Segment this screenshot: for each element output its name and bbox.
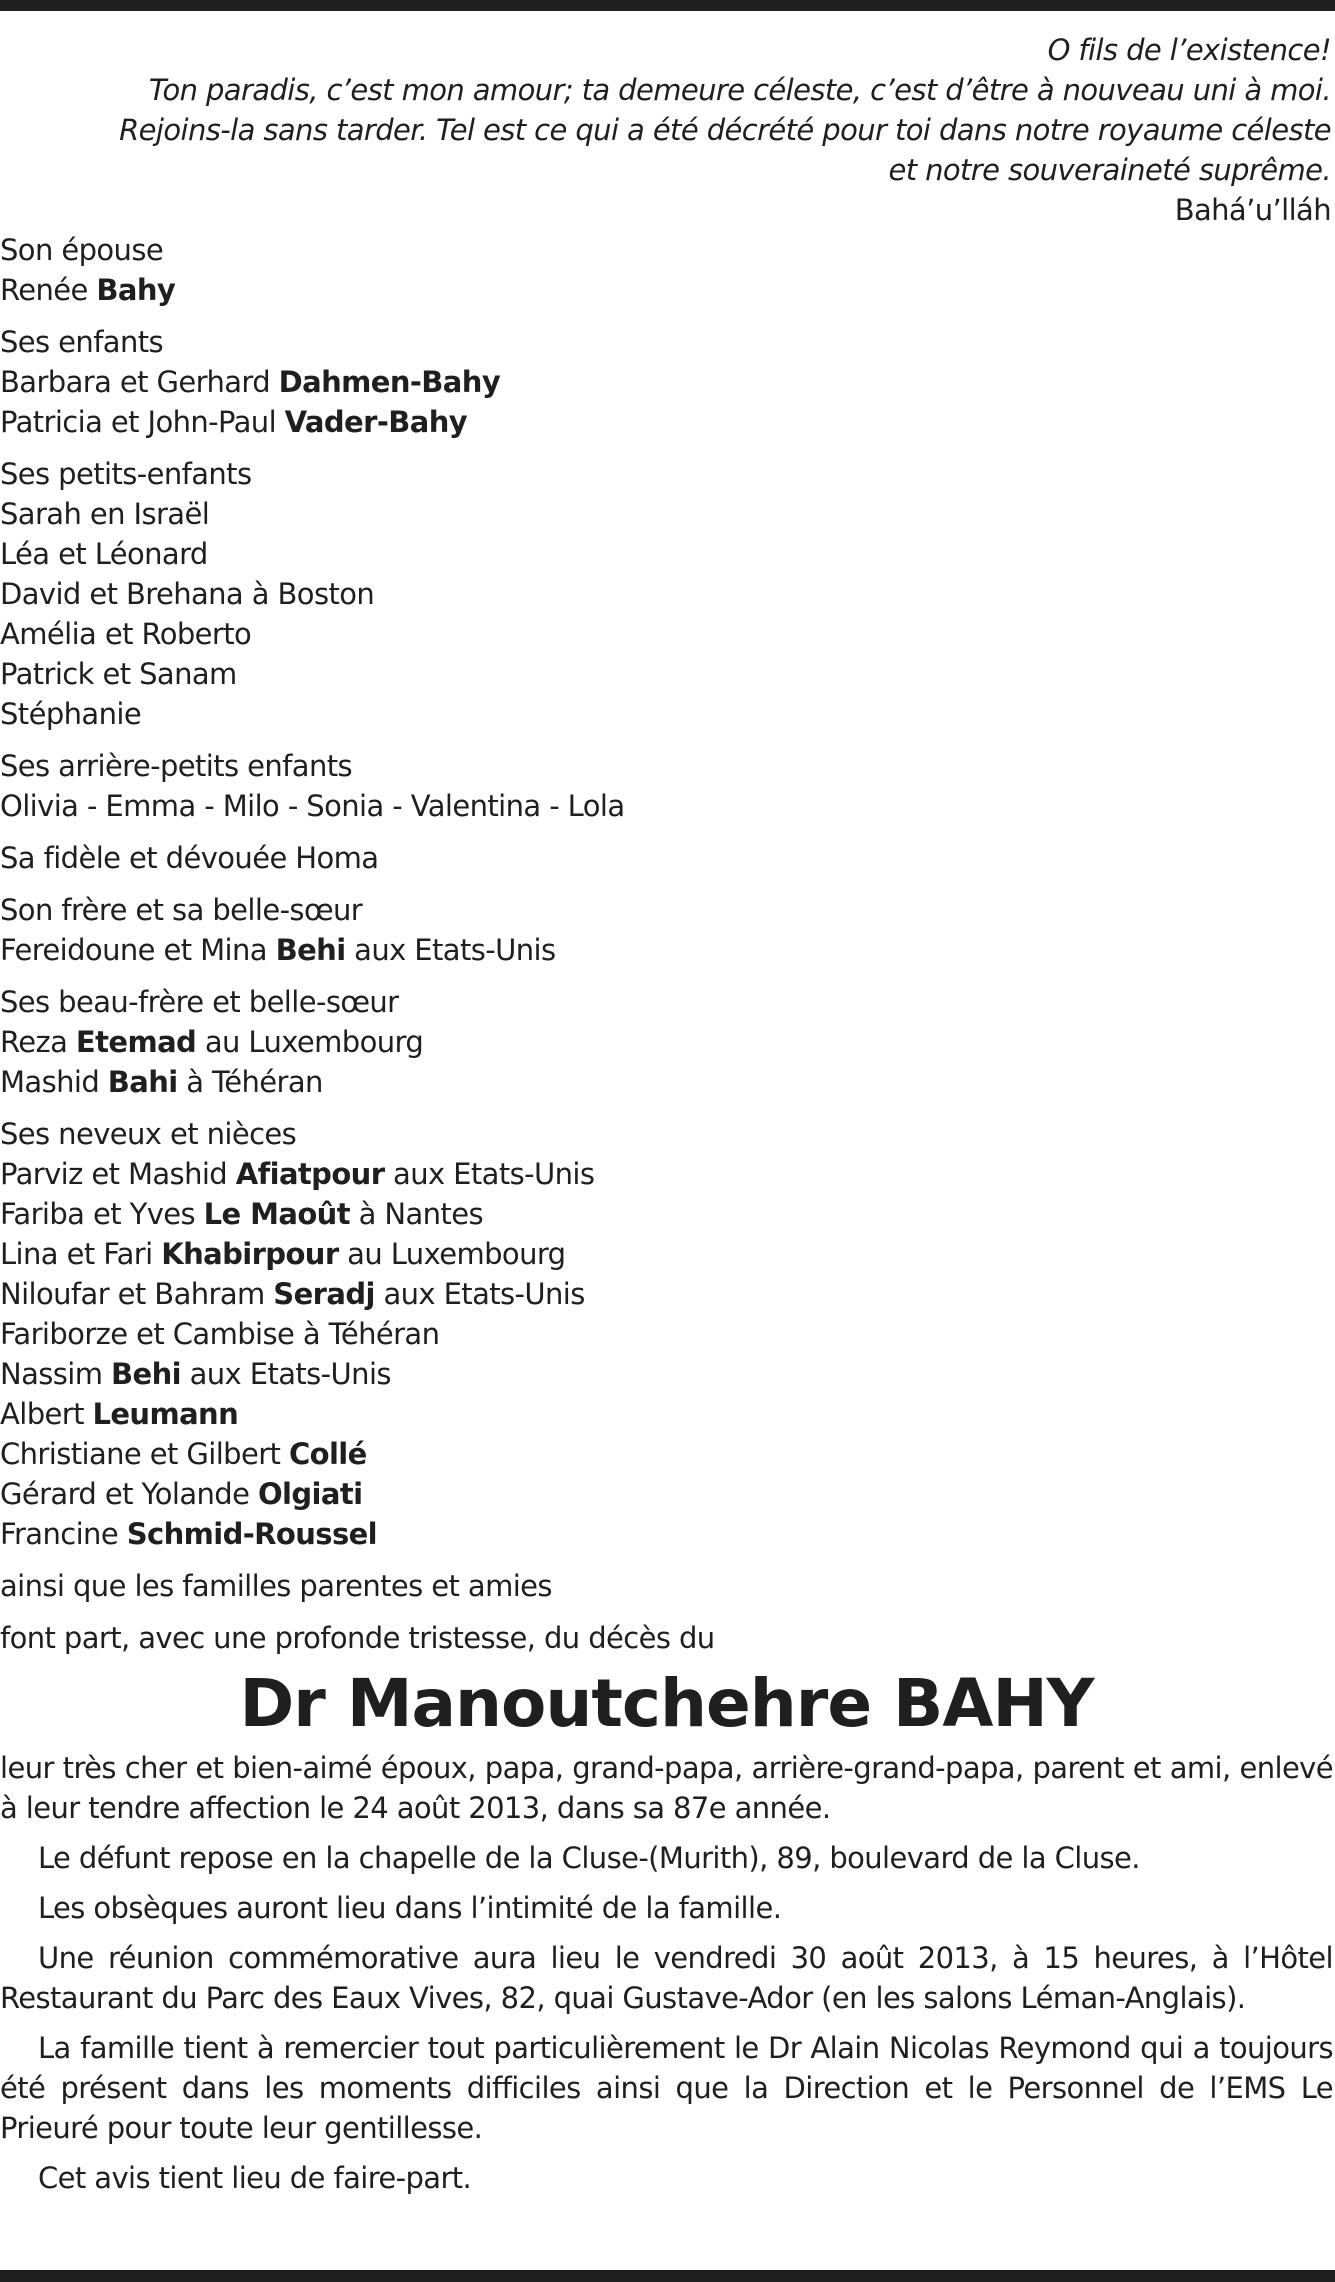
surname: Bahy — [96, 273, 176, 307]
surname: Schmid-Roussel — [126, 1517, 378, 1551]
homa-group — [0, 838, 1333, 878]
grandchildren-group — [0, 454, 1333, 734]
group-heading: Son épouse — [0, 233, 164, 267]
brother-group — [0, 890, 1333, 970]
surname: Afiatpour — [235, 1157, 385, 1191]
announcement-paragraph: Les obsèques auront lieu dans l’intimité de la famille. — [38, 1891, 782, 1925]
family-member: Patrick et Sanam — [0, 657, 237, 691]
announcement-paragraph: La famille tient à remercier tout particulièrement le Dr Alain Nicolas Reymond qui a toujours été présent dans les moments difficiles ainsi que la Direction et le Personnel de l’EMS Le Prieuré pour toute leur gentillesse. — [0, 2031, 1333, 2145]
family-member: Francine Schmid-Roussel — [0, 1517, 378, 1551]
family-member: Fereidoune et Mina Behi aux Etats-Unis — [0, 933, 556, 967]
family-member: Fariba et Yves Le Maoût à Nantes — [0, 1197, 483, 1231]
surname: Le Maoût — [203, 1197, 350, 1231]
surname: Bahi — [107, 1065, 178, 1099]
family-member: Léa et Léonard — [0, 537, 208, 571]
family-member: Sa fidèle et dévouée Homa — [0, 841, 379, 875]
surname: Seradj — [273, 1277, 375, 1311]
family-member: Patricia et John-Paul Vader-Bahy — [0, 405, 468, 439]
family-member: Parviz et Mashid Afiatpour aux Etats-Unis — [0, 1157, 595, 1191]
quote-author: Bahá’u’lláh — [1174, 193, 1331, 227]
family-member: Barbara et Gerhard Dahmen-Bahy — [0, 365, 501, 399]
family-member: Gérard et Yolande Olgiati — [0, 1477, 363, 1511]
top-rule — [0, 0, 1335, 11]
family-member: Reza Etemad au Luxembourg — [0, 1025, 424, 1059]
family-member: Olivia - Emma - Milo - Sonia - Valentina - Lola — [0, 789, 625, 823]
relatives-group — [0, 1566, 1333, 1606]
surname: Etemad — [75, 1025, 197, 1059]
family-member: Lina et Fari Khabirpour au Luxembourg — [0, 1237, 566, 1271]
group-heading: Ses beau-frère et belle-sœur — [0, 985, 399, 1019]
surname: Dahmen-Bahy — [278, 365, 501, 399]
family-member: Stéphanie — [0, 697, 142, 731]
spouse-group — [0, 230, 1333, 310]
family-member: Sarah en Israël — [0, 497, 210, 531]
group-heading: Ses enfants — [0, 325, 164, 359]
surname: Vader-Bahy — [284, 405, 468, 439]
surname: Behi — [275, 933, 346, 967]
announcement-intro: font part, avec une profonde tristesse, du décès du — [0, 1621, 715, 1655]
family-member: David et Brehana à Boston — [0, 577, 375, 611]
quote-line: O fils de l’existence! — [1047, 33, 1331, 67]
great-grandchildren-group — [0, 746, 1333, 826]
announcement-paragraph: leur très cher et bien-aimé époux, papa, grand-papa, arrière-grand-papa, parent et ami, enlevé à leur tendre affection le 24 août 2013, dans sa 87e année. — [0, 1751, 1333, 1825]
epigraph-quote — [0, 30, 1333, 230]
family-member: Christiane et Gilbert Collé — [0, 1437, 367, 1471]
surname: Khabirpour — [161, 1237, 339, 1271]
family-member: Nassim Behi aux Etats-Unis — [0, 1357, 391, 1391]
family-member: Mashid Bahi à Téhéran — [0, 1065, 323, 1099]
surname: Behi — [111, 1357, 181, 1391]
family-member: Renée Bahy — [0, 273, 176, 307]
family-member: Albert Leumann — [0, 1397, 239, 1431]
family-member: Niloufar et Bahram Seradj aux Etats-Unis — [0, 1277, 585, 1311]
announcement-paragraph: Cet avis tient lieu de faire-part. — [38, 2161, 472, 2195]
quote-line: Ton paradis, c’est mon amour; ta demeure céleste, c’est d’être à nouveau uni à moi. — [148, 73, 1331, 107]
in-laws-group — [0, 982, 1333, 1102]
quote-line: et notre souveraineté suprême. — [888, 153, 1331, 187]
group-heading: Ses neveux et nièces — [0, 1117, 297, 1151]
bottom-rule — [0, 2270, 1335, 2282]
relatives-line: ainsi que les familles parentes et amies — [0, 1569, 552, 1603]
announcement-paragraph: Le défunt repose en la chapelle de la Cluse-(Murith), 89, boulevard de la Cluse. — [38, 1841, 1140, 1875]
quote-line: Rejoins-la sans tarder. Tel est ce qui a été décrété pour toi dans notre royaume céleste — [119, 113, 1331, 147]
announcement-paragraph: Une réunion commémorative aura lieu le vendredi 30 août 2013, à 15 heures, à l’Hôtel Restaurant du Parc des Eaux Vives, 82, quai Gustave-Ador (en les salons Léman-Anglais). — [0, 1941, 1333, 2015]
family-member: Amélia et Roberto — [0, 617, 252, 651]
group-heading: Ses petits-enfants — [0, 457, 252, 491]
nephews-group — [0, 1114, 1333, 1554]
surname: Collé — [288, 1437, 367, 1471]
surname: Leumann — [92, 1397, 239, 1431]
deceased-name: Dr Manoutchehre BAHY — [239, 1665, 1094, 1742]
family-member: Fariborze et Cambise à Téhéran — [0, 1317, 440, 1351]
family-list — [0, 230, 1333, 1606]
children-group — [0, 322, 1333, 442]
surname: Olgiati — [257, 1477, 363, 1511]
announcement — [0, 1618, 1333, 2198]
obituary-notice — [0, 30, 1333, 2208]
group-heading: Ses arrière-petits enfants — [0, 749, 353, 783]
group-heading: Son frère et sa belle-sœur — [0, 893, 363, 927]
